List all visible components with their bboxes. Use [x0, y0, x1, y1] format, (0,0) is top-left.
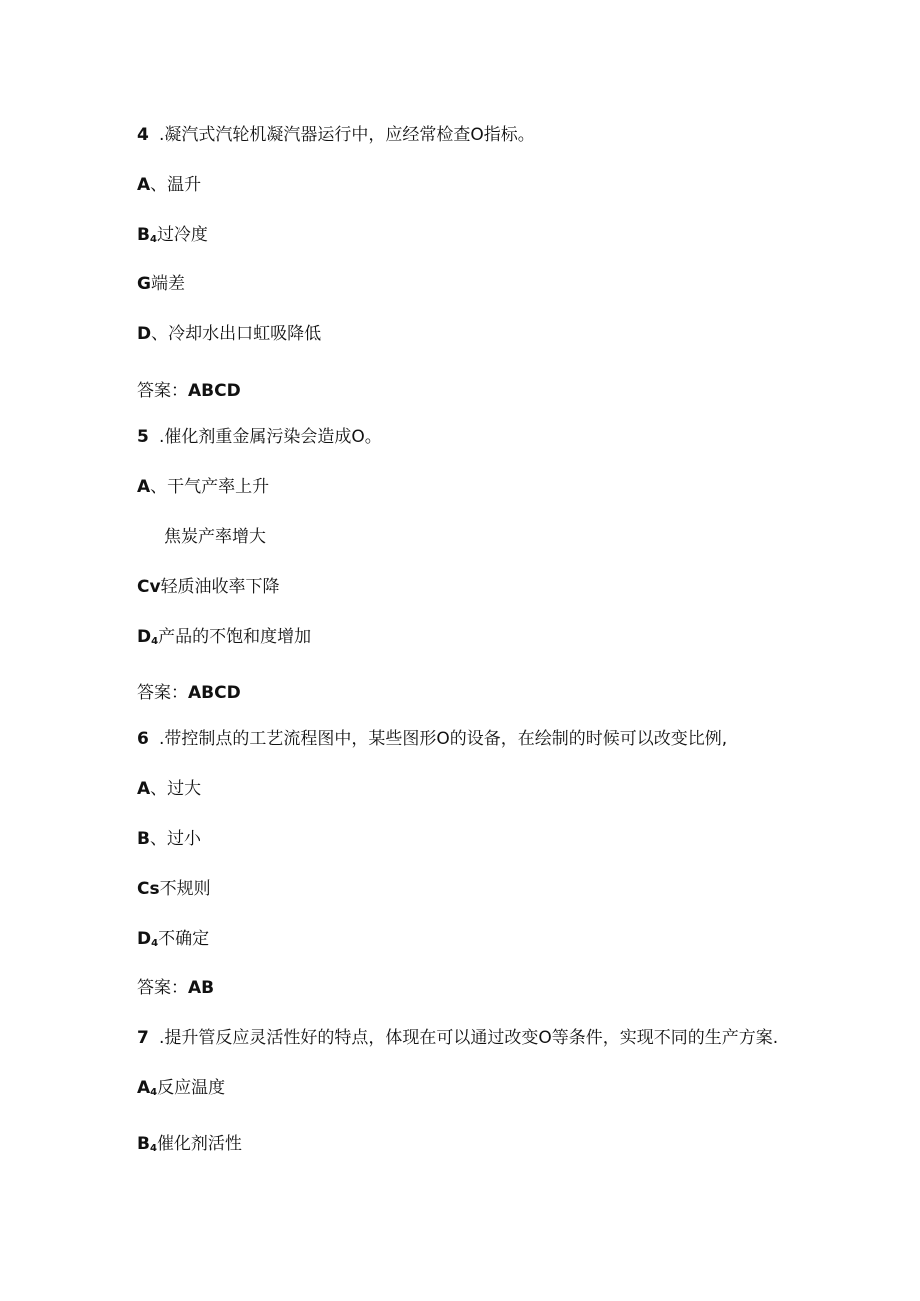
- option-a: [137, 778, 201, 800]
- option-text: 端差: [150, 274, 185, 294]
- answer-line: [137, 380, 241, 402]
- option-label: B: [137, 829, 150, 849]
- option-text: 轻质油收率下降: [160, 577, 280, 597]
- option-text: 不规则: [159, 879, 211, 899]
- option-text: 干气产率上升: [167, 477, 270, 497]
- option-label: A: [137, 779, 151, 799]
- option-text: 催化剂活性: [156, 1134, 242, 1154]
- option-d: [137, 626, 311, 653]
- option-c: [137, 878, 211, 900]
- question-text: .提升管反应灵活性好的特点，体现在可以通过改变O等条件，实现不同的生产方案.: [159, 1028, 779, 1048]
- option-label: Cs: [137, 879, 160, 899]
- question-text: .催化剂重金属污染会造成O。: [159, 427, 382, 447]
- option-label: B: [137, 225, 150, 245]
- option-separator: 4: [149, 1143, 157, 1154]
- option-separator: 、: [150, 779, 168, 799]
- answer-value: ABCD: [188, 381, 241, 401]
- option-separator: 、: [151, 324, 169, 344]
- answer-line: [137, 977, 214, 999]
- option-label: A: [137, 1078, 151, 1098]
- option-separator: 4: [151, 938, 159, 949]
- answer-value: AB: [188, 978, 215, 998]
- option-b: [137, 224, 208, 251]
- option-label: B: [137, 1134, 150, 1154]
- option-text: 过小: [166, 829, 201, 849]
- option-separator: 、: [149, 829, 167, 849]
- option-a: [137, 476, 269, 498]
- option-separator: 、: [150, 175, 168, 195]
- question-text: .凝汽式汽轮机凝汽器运行中，应经常检查O指标。: [159, 125, 535, 145]
- option-label: Cv: [137, 577, 161, 597]
- answer-label: 答案：: [137, 381, 188, 401]
- option-text: 反应温度: [157, 1078, 226, 1098]
- answer-label: 答案：: [137, 978, 188, 998]
- option-label: G: [137, 274, 151, 294]
- option-b: [137, 1133, 242, 1160]
- option-text: 冷却水出口虹吸降低: [168, 324, 322, 344]
- question-number: 7: [137, 1028, 149, 1048]
- option-separator: 4: [150, 1087, 158, 1098]
- option-label: A: [137, 477, 151, 497]
- option-c: [137, 576, 280, 598]
- question-number: 5: [137, 427, 149, 447]
- option-separator: 、: [150, 477, 168, 497]
- option-a: [137, 1077, 225, 1104]
- question-5: [137, 426, 382, 448]
- option-text: 温升: [167, 175, 202, 195]
- question-4: [137, 124, 535, 146]
- option-c: [137, 273, 185, 295]
- option-label: A: [137, 175, 151, 195]
- option-text: 过大: [167, 779, 202, 799]
- option-separator: 4: [151, 636, 159, 647]
- answer-value: ABCD: [188, 683, 241, 703]
- question-text: .带控制点的工艺流程图中，某些图形O的设备，在绘制的时候可以改变比例,: [159, 729, 728, 749]
- answer-label: 答案：: [137, 683, 188, 703]
- option-text: 产品的不饱和度增加: [158, 627, 312, 647]
- option-b: [137, 828, 201, 850]
- option-label: D: [137, 627, 152, 647]
- question-number: 4: [137, 125, 149, 145]
- question-number: 6: [137, 729, 149, 749]
- question-7: [137, 1027, 778, 1049]
- option-label: D: [137, 324, 152, 344]
- answer-line: [137, 682, 241, 704]
- option-text: 过冷度: [156, 225, 208, 245]
- option-d: [137, 323, 321, 345]
- option-text: 不确定: [158, 929, 210, 949]
- option-b: [164, 526, 266, 548]
- option-separator: 4: [149, 234, 157, 245]
- option-text: 焦炭产率增大: [164, 527, 266, 547]
- option-label: D: [137, 929, 152, 949]
- option-d: [137, 928, 209, 955]
- option-a: [137, 174, 201, 196]
- question-6: [137, 728, 727, 750]
